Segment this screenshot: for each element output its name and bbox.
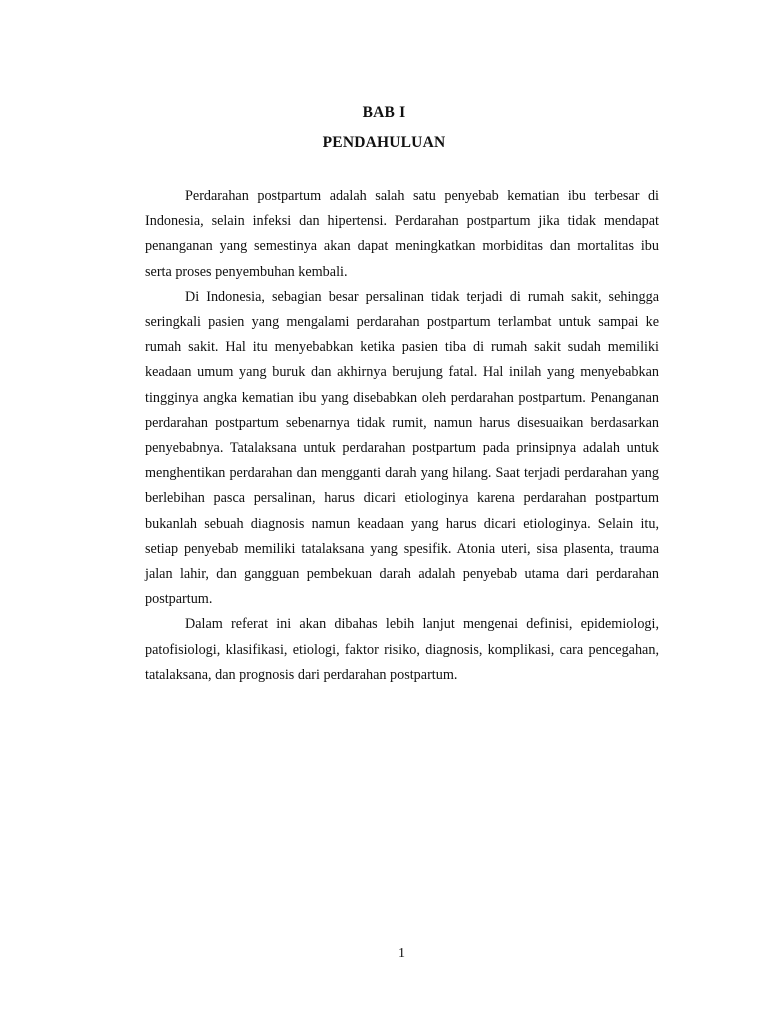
page-number: 1 bbox=[398, 946, 405, 961]
paragraph-2: Di Indonesia, sebagian besar persalinan tidak terjadi di rumah sakit, sehingga seringkali pasien yang mengalami perdarahan postpartum terlambat untuk sampai ke rumah sakit. Hal itu menyebabkan ketika pasien tiba di rumah sakit sudah memiliki keadaan umum yang buruk dan akhirnya berujung fatal. Hal inilah yang menyebabkan tingginya angka kematian ibu yang disebabkan oleh perdarahan postpartum. Penanganan perdarahan postpartum sebenarnya tidak rumit, namun harus disesuaikan berdasarkan penyebabnya. Tatalaksana untuk perdarahan postpartum pada prinsipnya adalah untuk menghentikan perdarahan dan mengganti darah yang hilang. Saat terjadi perdarahan yang berlebihan pasca persalinan, harus dicari etiologinya karena perdarahan postpartum bukanlah sebuah diagnosis namun keadaan yang harus dicari etiologinya. Selain itu, setiap penyebab memiliki tatalaksana yang spesifik. Atonia uteri, sisa plasenta, trauma jalan lahir, dan gangguan pembekuan darah adalah penyebab utama dari perdarahan postpartum. bbox=[145, 288, 659, 608]
paragraph-3: Dalam referat ini akan dibahas lebih lanjut mengenai definisi, epidemiologi, patofisiologi, klasifikasi, etiologi, faktor risiko, diagnosis, komplikasi, cara pencegahan, tatalaksana, dan prognosis dari perdarahan postpartum. bbox=[145, 616, 659, 683]
chapter-body bbox=[145, 184, 659, 688]
chapter-number: BAB I bbox=[362, 104, 406, 121]
chapter-title: PENDAHULUAN bbox=[322, 134, 446, 151]
paragraph-1: Perdarahan postpartum adalah salah satu penyebab kematian ibu terbesar di Indonesia, selain infeksi dan hipertensi. Perdarahan postpartum jika tidak mendapat penanganan yang semestinya akan dapat meningkatkan morbiditas dan mortalitas ibu serta proses penyembuhan kembali. bbox=[145, 188, 659, 280]
